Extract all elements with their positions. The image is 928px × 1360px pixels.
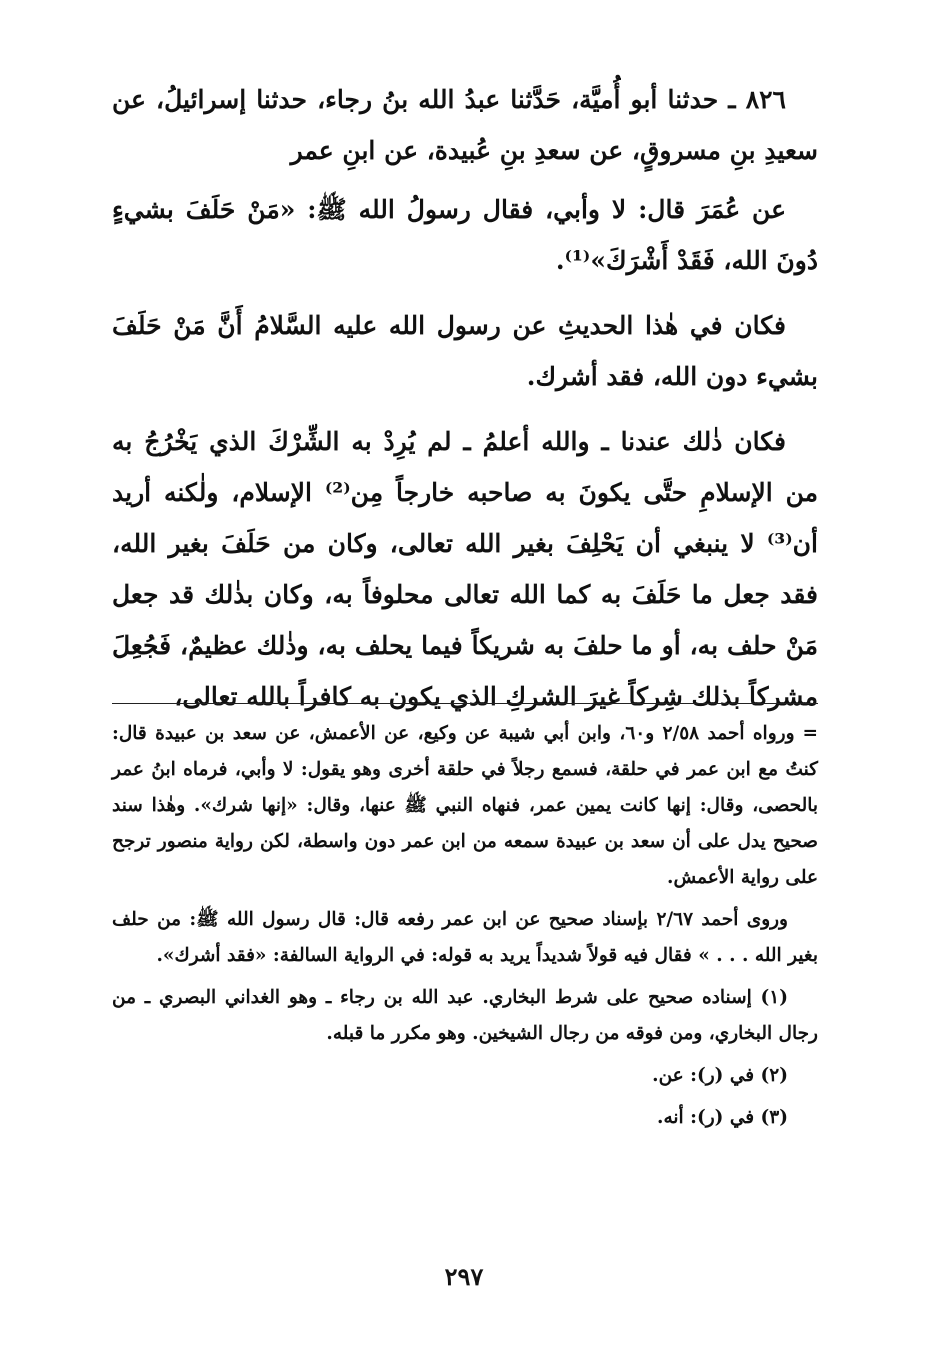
continuation-mark: = xyxy=(802,723,819,744)
footnote-2: (٢) في (ر): عن. xyxy=(652,1065,788,1086)
commentary-paragraph-2: فكان ذٰلك عندنا ـ والله أعلمُ ـ لم يُرِدْ به الشِّرْكَ الذي يَخْرُجُ به من الإسلامِ حتَّى يكونَ به صاحبه خارجاً مِن⁽²⁾ الإسلام، ولٰكنه أريد أن⁽³⁾ لا ينبغي أن يَحْلِفَ بغير الله تعالى، وكان من حَلَفَ بغير الله، فقد جعل ما حَلَفَ به كما الله تعالى محلوفاً به، وكان بذٰلك قد جعل مَنْ حلف به، أو ما حلفَ به شريكاً فيما يحلف به، وذٰلك عظيمٌ، فَجُعِلَ مشركاً بذلك شِركاً غيرَ الشركِ الذي يكون به كافراً بالله تعالى، xyxy=(112,427,818,711)
hadith-matn-paragraph: عن عُمَرَ قال: لا وأبي، فقال رسولُ الله ﷺ: «مَنْ حَلَفَ بشيءٍ دُونَ الله، فَقَدْ أَشْرَكَ»⁽¹⁾. xyxy=(112,195,818,275)
commentary-paragraph-1: فكان في هٰذا الحديثِ عن رسول الله عليه السَّلامُ أَنَّ مَنْ حَلَفَ بشيء دون الله، فقد أشرك. xyxy=(112,311,818,391)
footnote-3: (٣) في (ر): أنه. xyxy=(657,1107,788,1128)
page-number: ٢٩٧ xyxy=(444,1262,484,1291)
footnotes-block xyxy=(112,716,818,1142)
footnote-continuation xyxy=(112,716,818,896)
hadith-isnad-paragraph: ٨٢٦ ـ حدثنا أبو أُميَّة، حَدَّثنا عبدُ الله بنُ رجاء، حدثنا إسرائيلُ، عن سعيدِ بنِ مسروقٍ، عن سعدِ بنِ عُبيدة، عن ابنِ عمر xyxy=(112,85,818,165)
footnote-separator-line xyxy=(112,703,818,704)
main-text-block xyxy=(112,74,818,730)
footnote-continuation-text: ورواه أحمد ٢/٥٨ و٦٠، وابن أبي شيبة عن وكيع، عن الأعمش، عن سعد بن عبيدة قال: كنتُ مع ابن عمر في حلقة، فسمع رجلاً في حلقة أخرى وهو يقول: لا وأبي، فرماه ابنُ عمر بالحصى، وقال: إنها كانت يمين عمر، فنهاه النبي ﷺ عنها، وقال: «إنها شرك». وهٰذا سند صحيح يدل على أن سعد بن عبيدة سمعه من ابن عمر دون واسطة، لكن رواية منصور ترجح على رواية الأعمش. xyxy=(112,723,818,888)
footnote-1: (١) إسناده صحيح على شرط البخاري. عبد الله بن رجاء ـ وهو الغداني البصري ـ من رجال البخاري، ومن فوقه من رجال الشيخين. وهو مكرر ما قبله. xyxy=(112,987,818,1044)
footnote-ahmad-narration: وروى أحمد ٢/٦٧ بإسناد صحيح عن ابن عمر رفعه قال: قال رسول الله ﷺ: من حلف بغير الله . . . » فقال فيه قولاً شديداً يريد به قوله: في الرواية السالفة: «فقد أشرك». xyxy=(112,909,818,966)
